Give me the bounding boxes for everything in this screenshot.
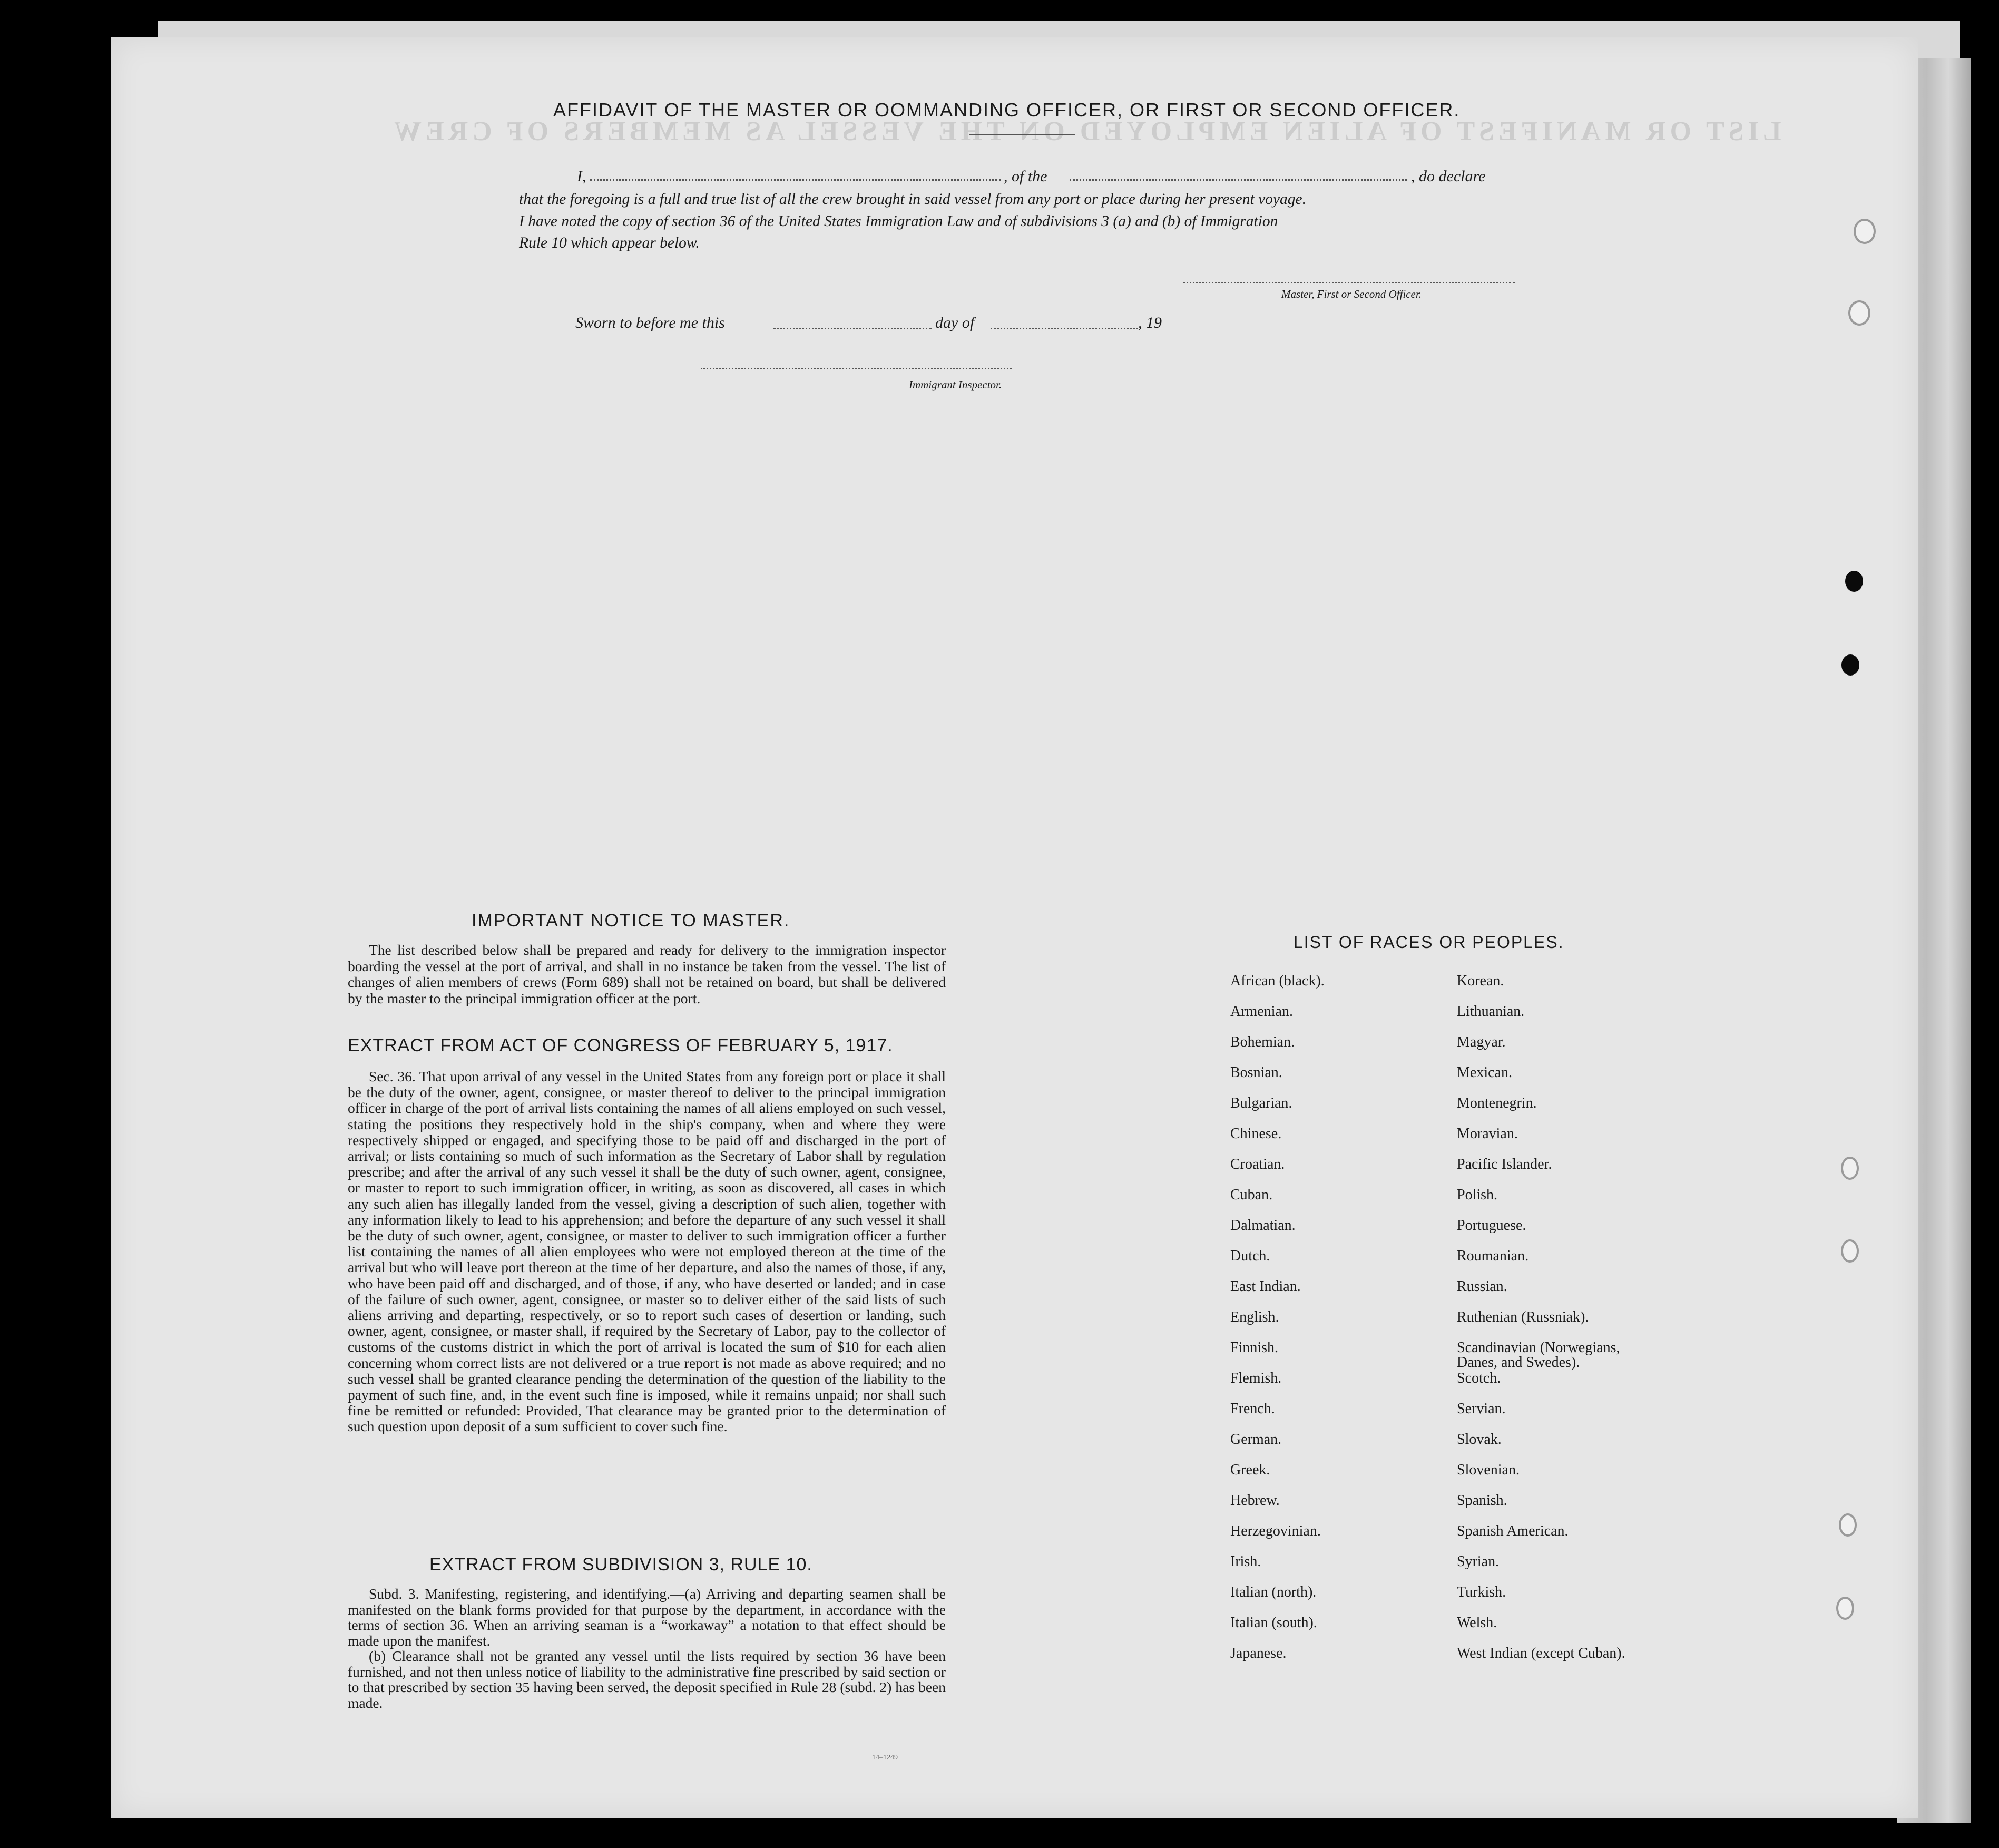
form-number: 14–1249 bbox=[872, 1754, 898, 1762]
race-item: Russian. bbox=[1457, 1278, 1507, 1295]
document-page bbox=[111, 37, 1918, 1818]
race-item: Spanish American. bbox=[1457, 1523, 1569, 1539]
race-item: Mexican. bbox=[1457, 1064, 1512, 1081]
race-item: Herzegovinian. bbox=[1230, 1523, 1321, 1539]
heading-underline bbox=[969, 134, 1075, 135]
race-item: Montenegrin. bbox=[1457, 1095, 1537, 1111]
race-item: Italian (south). bbox=[1230, 1615, 1317, 1631]
race-item: Croatian. bbox=[1230, 1156, 1285, 1172]
affidavit-heading: AFFIDAVIT OF THE MASTER OR OOMMANDING OFFICER, OR FIRST OR SECOND OFFICER. bbox=[553, 99, 1461, 121]
race-item: Hebrew. bbox=[1230, 1492, 1280, 1509]
race-item: Slovenian. bbox=[1457, 1462, 1520, 1478]
race-item: French. bbox=[1230, 1401, 1275, 1417]
rule-heading: EXTRACT FROM SUBDIVISION 3, RULE 10. bbox=[429, 1554, 812, 1575]
affiant-name-field[interactable] bbox=[590, 179, 1001, 181]
race-item: Finnish. bbox=[1230, 1339, 1279, 1356]
affiant-label: I, bbox=[577, 168, 586, 185]
race-item: Lithuanian. bbox=[1457, 1003, 1525, 1020]
race-item: Portuguese. bbox=[1457, 1217, 1526, 1234]
race-item: Flemish. bbox=[1230, 1370, 1282, 1386]
race-item: Roumanian. bbox=[1457, 1248, 1529, 1264]
affidavit-line-2: that the foregoing is a full and true list of all the crew brought in said vessel from any port or place during her present voyage. bbox=[519, 191, 1306, 208]
race-item: Bohemian. bbox=[1230, 1034, 1295, 1050]
punch-hole-open bbox=[1836, 1597, 1854, 1620]
punch-hole-open bbox=[1839, 1513, 1857, 1537]
race-item: Japanese. bbox=[1230, 1645, 1287, 1661]
race-item: Cuban. bbox=[1230, 1187, 1273, 1203]
bleed-through-title: LIST OR MANIFEST OF ALIEN EMPLOYED ON THE VESSEL AS MEMBERS OF CREW bbox=[390, 116, 1781, 146]
races-right-column bbox=[1457, 974, 1625, 1677]
race-item: East Indian. bbox=[1230, 1278, 1301, 1295]
of-the-label: , of the bbox=[1004, 168, 1047, 185]
punch-hole-open bbox=[1841, 1157, 1859, 1180]
race-item: Magyar. bbox=[1457, 1034, 1506, 1050]
race-item: Polish. bbox=[1457, 1187, 1498, 1203]
race-item: Dutch. bbox=[1230, 1248, 1270, 1264]
inspector-caption: Immigrant Inspector. bbox=[909, 378, 1002, 391]
punch-hole-open bbox=[1854, 219, 1876, 244]
race-item: Bulgarian. bbox=[1230, 1095, 1292, 1111]
race-item: Turkish. bbox=[1457, 1584, 1506, 1600]
sworn-label: Sworn to before me this bbox=[575, 314, 725, 331]
race-item: Moravian. bbox=[1457, 1126, 1518, 1142]
notice-text bbox=[348, 942, 946, 1006]
do-declare-label: , do declare bbox=[1411, 168, 1486, 185]
sworn-day-field[interactable] bbox=[773, 328, 932, 329]
notice-paragraph: The list described below shall be prepared and ready for delivery to the immigration inspector boarding the vessel at the port of arrival, and shall in no instance be taken from the vessel. The list of changes of alien members of crews (Form 689) shall not be retained on board, but shall be delivered by the master to the principal immigration officer at the port. bbox=[348, 942, 946, 1006]
rule-text bbox=[348, 1586, 946, 1710]
punch-hole-dark bbox=[1845, 571, 1863, 592]
race-item: Welsh. bbox=[1457, 1615, 1497, 1631]
race-item: Syrian. bbox=[1457, 1553, 1500, 1570]
rule-paragraph-a: Subd. 3. Manifesting, registering, and identifying.—(a) Arriving and departing seamen shall be manifested on the blank forms provided for that purpose by the department, in accordance with the terms of section 36. When an arriving seaman is a “workaway” a notation to that effect should be made upon the manifest. bbox=[348, 1586, 946, 1649]
race-item: Slovak. bbox=[1457, 1431, 1502, 1448]
master-caption: Master, First or Second Officer. bbox=[1281, 288, 1422, 300]
race-item: Italian (north). bbox=[1230, 1584, 1317, 1600]
vessel-name-field[interactable] bbox=[1070, 179, 1407, 181]
race-item: Servian. bbox=[1457, 1401, 1506, 1417]
race-item: Spanish. bbox=[1457, 1492, 1507, 1509]
act-heading: EXTRACT FROM ACT OF CONGRESS OF FEBRUARY 5, 1917. bbox=[348, 1035, 893, 1055]
race-item: Korean. bbox=[1457, 973, 1504, 989]
race-item: German. bbox=[1230, 1431, 1282, 1448]
master-signature-field[interactable] bbox=[1183, 282, 1515, 283]
races-heading: LIST OF RACES OR PEOPLES. bbox=[1294, 933, 1564, 952]
act-text bbox=[348, 1069, 946, 1435]
sworn-month-field[interactable] bbox=[991, 328, 1138, 329]
race-item: West Indian (except Cuban). bbox=[1457, 1645, 1625, 1661]
race-item: Scandinavian (Norwegians, Danes, and Swedes). bbox=[1457, 1339, 1620, 1371]
year-label: , 19 bbox=[1138, 314, 1162, 331]
race-item: Pacific Islander. bbox=[1457, 1156, 1552, 1172]
punch-hole-dark bbox=[1841, 654, 1859, 676]
race-item: English. bbox=[1230, 1309, 1279, 1325]
race-item: Greek. bbox=[1230, 1462, 1270, 1478]
race-item: Dalmatian. bbox=[1230, 1217, 1296, 1234]
affidavit-line-4: Rule 10 which appear below. bbox=[519, 234, 700, 251]
race-item: Scotch. bbox=[1457, 1370, 1501, 1386]
race-item: African (black). bbox=[1230, 973, 1325, 989]
race-item: Irish. bbox=[1230, 1553, 1261, 1570]
affidavit-line-3: I have noted the copy of section 36 of the United States Immigration Law and of subdivisions 3 (a) and (b) of Immigration bbox=[519, 213, 1278, 230]
race-item: Bosnian. bbox=[1230, 1064, 1282, 1081]
race-item: Armenian. bbox=[1230, 1003, 1293, 1020]
day-of-label: day of bbox=[935, 314, 975, 331]
races-left-column bbox=[1230, 974, 1325, 1677]
race-item: Ruthenian (Russniak). bbox=[1457, 1309, 1589, 1325]
punch-hole-open bbox=[1848, 300, 1870, 326]
notice-heading: IMPORTANT NOTICE TO MASTER. bbox=[472, 911, 790, 931]
race-item: Chinese. bbox=[1230, 1126, 1282, 1142]
punch-hole-open bbox=[1841, 1239, 1859, 1263]
inspector-signature-field[interactable] bbox=[701, 368, 1012, 369]
act-paragraph: Sec. 36. That upon arrival of any vessel in the United States from any foreign port or place it shall be the duty of the owner, agent, consignee, or master thereof to deliver to the principal immigration officer in charge of the port of arrival lists containing the names of all aliens employed on such vessel, stating the positions they respectively hold in the ship's company, when and where they were respectively shipped or engaged, and specifying those to be paid off and discharged in the port of arrival; or lists containing so much of such information as the Secretary of Labor shall by regulation prescribe; and after the arrival of any such vessel it shall be the duty of such owner, agent, consignee, or master to report to such immigration officer, in writing, as soon as discovered, all cases in which any such alien has illegally landed from the vessel, giving a description of such alien, together with any information likely to lead to his apprehension; and before the departure of any such vessel it shall be the duty of such owner, agent, consignee, or master to deliver to such immigration officer a further list containing the names of all alien employees who were not employed thereon at the time of the arrival but who will leave port thereon at the time of her departure, and also the names of those, if any, who have been paid off and discharged, and of those, if any, who have deserted or landed; and in case of the failure of such owner, agent, consignee, or master so to deliver either of the said lists of such aliens arriving and departing, respectively, or so to report such cases of desertion or landing, such owner, agent, consignee, or master shall, if required by the Secretary of Labor, pay to the collector of customs of the customs district in which the port of arrival is located the sum of $10 for each alien concerning whom correct lists are not delivered or a true report is not made as above required; and no such vessel shall be granted clearance pending the determination of the question of the liability to the payment of such fine, and, in the event such fine is imposed, while it remains unpaid; nor shall such fine be remitted or refunded: Provided, That clearance may be granted prior to the determination of such question upon deposit of a sum sufficient to cover such fine. bbox=[348, 1068, 946, 1435]
rule-paragraph-b: (b) Clearance shall not be granted any vessel until the lists required by section 36 have been furnished, and not then unless notice of liability to the administrative fine prescribed by said section or to that prescribed by section 35 having been served, the deposit specified in Rule 28 (subd. 2) has been made. bbox=[348, 1648, 946, 1711]
